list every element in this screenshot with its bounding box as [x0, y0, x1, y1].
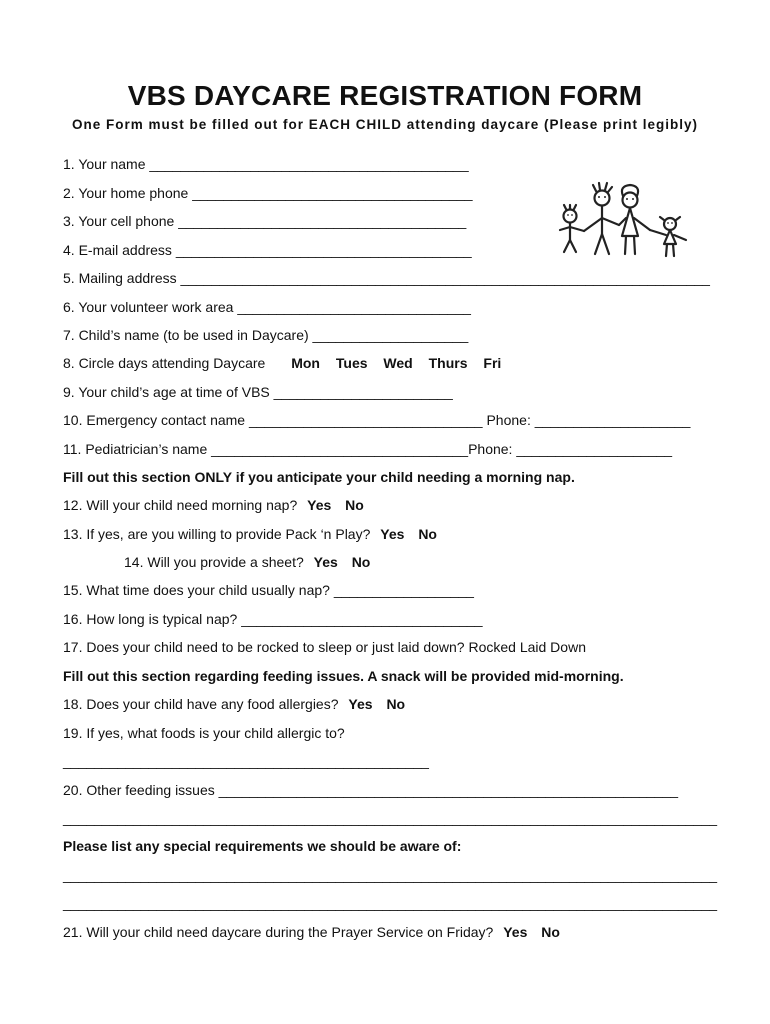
q17-rocked-or-laid-down[interactable]: 17. Does your child need to be rocked to sleep or just laid down? Rocked Laid Down — [63, 639, 586, 655]
q19-allergic-foods-label: 19. If yes, what foods is your child allergic to? — [63, 725, 345, 741]
section-heading-special-requirements: Please list any special requirements we should be aware of: — [63, 838, 462, 854]
q21-prayer-service-daycare — [63, 923, 560, 941]
q11-pediatrician[interactable]: 11. Pediatrician’s name _________________________________Phone: ____________________ — [63, 441, 673, 457]
q8-label: 8. Circle days attending Daycare — [63, 355, 266, 371]
q7-child-name[interactable]: 7. Child’s name (to be used in Daycare) ____________________ — [63, 327, 469, 343]
q1-your-name[interactable]: 1. Your name _________________________________________ — [63, 156, 469, 172]
q18-no-option[interactable]: No — [386, 696, 406, 712]
q19-answer-line[interactable]: _______________________________________________ — [63, 753, 429, 769]
day-option-tues[interactable]: Tues — [335, 355, 368, 371]
special-requirements-line-1[interactable]: ____________________________________________________________________________________ — [63, 867, 718, 883]
q14-yes-option[interactable]: Yes — [313, 554, 338, 570]
q8-days-attending — [63, 354, 513, 372]
q2-home-phone[interactable]: 2. Your home phone ____________________________________ — [63, 185, 473, 201]
q21-yes-option[interactable]: Yes — [503, 924, 528, 940]
q13-yes-option[interactable]: Yes — [380, 526, 405, 542]
special-requirements-line-2[interactable]: ____________________________________________________________________________________ — [63, 895, 718, 911]
q8-days-options[interactable] — [291, 355, 513, 371]
q12-label: 12. Will your child need morning nap? — [63, 497, 298, 513]
q6-volunteer-work-area[interactable]: 6. Your volunteer work area ______________________________ — [63, 299, 471, 315]
q12-morning-nap — [63, 496, 364, 514]
q9-child-age[interactable]: 9. Your child’s age at time of VBS _______________________ — [63, 384, 453, 400]
day-option-fri[interactable]: Fri — [483, 355, 502, 371]
q15-nap-time[interactable]: 15. What time does your child usually nap? __________________ — [63, 582, 474, 598]
section-heading-feeding: Fill out this section regarding feeding issues. A snack will be provided mid-morning. — [63, 668, 624, 684]
q10-emergency-contact[interactable]: 10. Emergency contact name ______________________________ Phone: ____________________ — [63, 412, 691, 428]
q21-no-option[interactable]: No — [541, 924, 560, 940]
q3-cell-phone[interactable]: 3. Your cell phone _____________________________________ — [63, 213, 467, 229]
day-option-mon[interactable]: Mon — [291, 355, 320, 371]
q12-yes-option[interactable]: Yes — [307, 497, 332, 513]
q13-label: 13. If yes, are you willing to provide Pack ‘n Play? — [63, 526, 371, 542]
q20-other-feeding-issues[interactable]: 20. Other feeding issues ___________________________________________________________ — [63, 782, 679, 798]
form-subtitle: One Form must be filled out for EACH CHILD attending daycare (Please print legibly) — [71, 117, 699, 132]
q18-yes-option[interactable]: Yes — [348, 696, 373, 712]
q16-nap-length[interactable]: 16. How long is typical nap? _______________________________ — [63, 611, 483, 627]
q14-no-option[interactable]: No — [351, 554, 371, 570]
q18-food-allergies — [63, 695, 405, 713]
q14-provide-sheet — [124, 553, 370, 571]
q5-mailing-address[interactable]: 5. Mailing address ____________________________________________________________________ — [63, 270, 710, 286]
q14-label: 14. Will you provide a sheet? — [124, 554, 304, 570]
q13-pack-n-play — [63, 525, 437, 543]
q21-label: 21. Will your child need daycare during the Prayer Service on Friday? — [63, 924, 494, 940]
q12-no-option[interactable]: No — [345, 497, 364, 513]
q20-answer-line[interactable]: ____________________________________________________________________________________ — [63, 810, 718, 826]
day-option-wed[interactable]: Wed — [383, 355, 413, 371]
section-heading-nap: Fill out this section ONLY if you anticipate your child needing a morning nap. — [63, 469, 575, 485]
q18-label: 18. Does your child have any food allergies? — [63, 696, 339, 712]
children-clipart-icon — [552, 178, 692, 260]
day-option-thurs[interactable]: Thurs — [428, 355, 468, 371]
q4-email-address[interactable]: 4. E-mail address ______________________________________ — [63, 242, 472, 258]
form-title: VBS DAYCARE REGISTRATION FORM — [127, 80, 643, 111]
q13-no-option[interactable]: No — [418, 526, 437, 542]
